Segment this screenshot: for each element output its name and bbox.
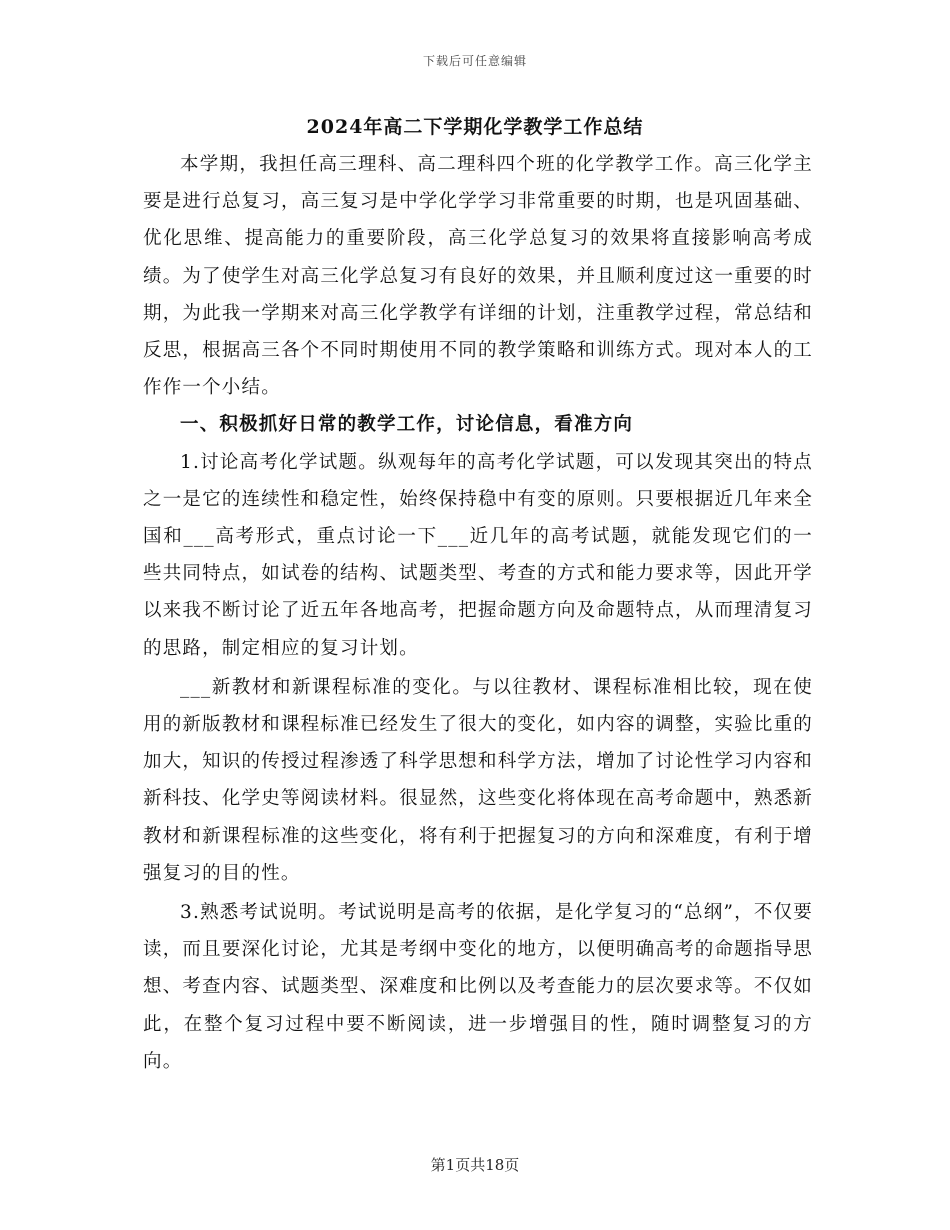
document-body (143, 146, 813, 1080)
page-footer: 第1页共18页 (430, 1156, 520, 1174)
section-heading-1: 一、积极抓好日常的教学工作，讨论信息，看准方向 (180, 414, 634, 436)
paragraph-item-1: 1.讨论高考化学试题。纵观每年的高考化学试题，可以发现其突出的特点之一是它的连续性和稳定性，始终保持稳中有变的原则。只要根据近几年来全国和___高考形式，重点讨论一下___近几年的高考试题，就能发现它们的一些共同特点，如试卷的结构、试题类型、考查的方式和能力要求等，因此开学以来我不断讨论了近五年各地高考，把握命题方向及命题特点，从而理清复习的思路，制定相应的复习计划。 (143, 451, 813, 659)
document-title: 2024年高二下学期化学教学工作总结 (306, 116, 644, 138)
paragraph-intro: 本学期，我担任高三理科、高二理科四个班的化学教学工作。高三化学主要是进行总复习，高三复习是中学化学学习非常重要的时期，也是巩固基础、优化思维、提高能力的重要阶段，高三化学总复习的效果将直接影响高考成绩。为了使学生对高三化学总复习有良好的效果，并且顺利度过这一重要的时期，为此我一学期来对高三化学教学有详细的计划，注重教学过程，常总结和反思，根据高三各个不同时期使用不同的教学策略和训练方式。现对本人的工作作一个小结。 (143, 154, 813, 399)
header-note: 下载后可任意编辑 (422, 54, 527, 68)
paragraph-item-2: ___新教材和新课程标准的变化。与以往教材、课程标准相比较，现在使用的新版教材和课程标准已经发生了很大的变化，如内容的调整，实验比重的加大，知识的传授过程渗透了科学思想和科学方法，增加了讨论性学习内容和新科技、化学史等阅读材料。很显然，这些变化将体现在高考命题中，熟悉新教材和新课程标准的这些变化，将有利于把握复习的方向和深难度，有利于增强复习的目的性。 (143, 676, 813, 884)
paragraph-item-3: 3.熟悉考试说明。考试说明是高考的依据，是化学复习的“总纲”，不仅要读，而且要深化讨论，尤其是考纲中变化的地方，以便明确高考的命题指导思想、考查内容、试题类型、深难度和比例以及考查能力的层次要求等。不仅如此，在整个复习过程中要不断阅读，进一步增强目的性，随时调整复习的方向。 (143, 902, 813, 1072)
